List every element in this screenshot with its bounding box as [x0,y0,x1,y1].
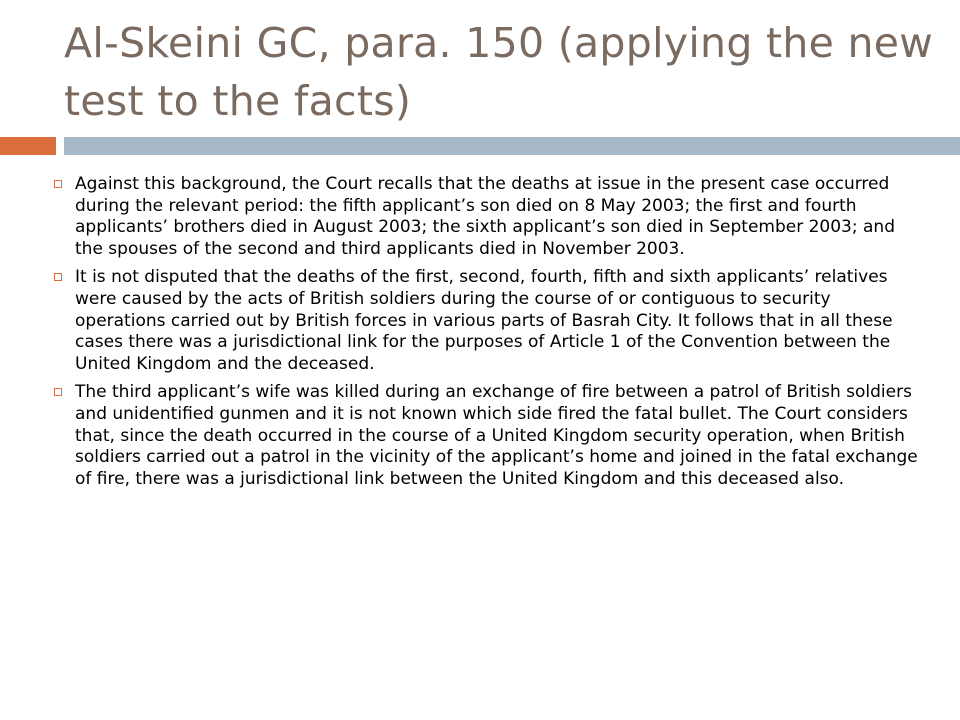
title-divider-bar [64,137,960,155]
hollow-square-bullet-icon [54,273,62,281]
bullet-paragraph-3 [54,382,924,490]
slide-body [54,174,924,497]
hollow-square-bullet-icon [54,180,62,188]
bullet-paragraph-2 [54,267,924,375]
paragraph-text: The third applicant’s wife was killed during an exchange of fire between a patrol of British soldiers and unidentified gunmen and it is not known which side fired the fatal bullet. The Court considers that, since the death occurred in the course of a United Kingdom security operation, when British soldiers carried out a patrol in the vicinity of the applicant’s home and joined in the fatal exchange of fire, there was a jurisdictional link between the United Kingdom and this deceased also. [75,382,918,489]
hollow-square-bullet-icon [54,388,62,396]
bullet-paragraph-1 [54,174,924,260]
paragraph-text: It is not disputed that the deaths of the first, second, fourth, fifth and sixth applicants’ relatives were caused by the acts of British soldiers during the course of or contiguous to security operations carried out by British forces in various parts of Basrah City. It follows that in all these cases there was a jurisdictional link for the purposes of Article 1 of the Convention between the United Kingdom and the deceased. [75,267,893,374]
paragraph-text: Against this background, the Court recalls that the deaths at issue in the present case occurred during the relevant period: the fifth applicant’s son died on 8 May 2003; the first and fourth applicants’ brothers died in August 2003; the sixth applicant’s son died in September 2003; and the spouses of the second and third applicants died in November 2003. [75,174,895,259]
slide-title: Al-Skeini GC, para. 150 (applying the new test to the facts) [64,19,934,125]
title-accent-bar [0,137,56,155]
